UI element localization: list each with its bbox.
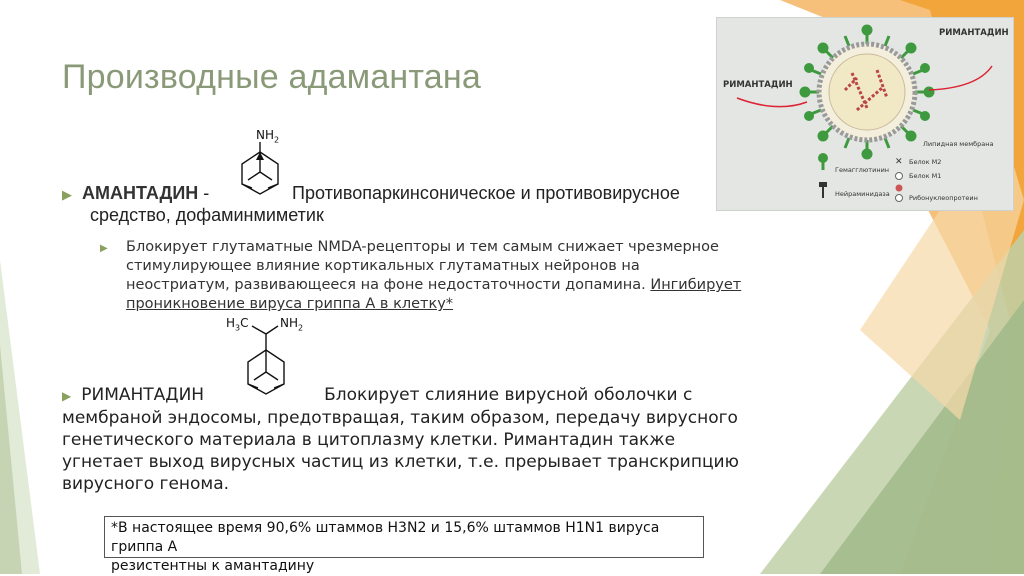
influenza-virus-figure [716, 17, 1014, 211]
note-line1: *В настоящее время 90,6% штаммов H3N2 и 15,6% штаммов H1N1 вируса гриппа А [111, 520, 660, 555]
amantadine-desc-line1: Противопаркинсоническое и противовирусное [292, 183, 680, 203]
amantadine-sub-bullet [102, 238, 742, 314]
amantadine-mechanism-text: Блокирует глутаматные NMDA-рецепторы и тем самым снижает чрезмерное стимулирующее влияние кортикальных глутаматных нейронов на неостриатум, развивающееся на фоне недостаточности допамина. [126, 239, 719, 293]
left-green-shape-light [0, 260, 40, 574]
rimantadine-name: РИМАНТАДИН [81, 385, 205, 405]
slide-title: Производные адамантана [62, 58, 481, 96]
rimantadine-h3c-label: $H_3C$ [226, 316, 249, 333]
rimantadine-bullet [62, 384, 772, 495]
rimantadine-line5: вирусного генома. [62, 474, 230, 494]
sub-bullet-arrow-icon: ▶ [100, 243, 108, 254]
note-line2: резистентны к амантадину [111, 558, 315, 574]
rimantadine-nh2-label: $NH_2$ [280, 316, 304, 333]
amantadine-dash: - [203, 183, 210, 203]
virus-label-right: РИМАНТАДИН [939, 28, 1009, 38]
legend-protein-m1: Белок М1 [909, 172, 942, 180]
amantadine-inhibits-text: Ингибирует проникновение вируса гриппа А в клетку* [126, 277, 742, 312]
bullet-arrow-icon: ▶ [62, 389, 72, 403]
bullet-arrow-icon: ▶ [62, 187, 72, 202]
amantadine-nh2-label: $NH_2$ [256, 128, 280, 145]
amantadine-bullet [62, 182, 722, 225]
resistance-note-box [104, 516, 704, 574]
amantadine-name: АМАНТАДИН [82, 183, 199, 203]
legend-neuraminidase: Нейраминидаза [835, 190, 890, 198]
legend-ribonucleoprotein: Рибонуклеопротеин [909, 194, 978, 202]
rimantadine-line3: генетического материала в цитоплазму клетки. Римантадин также [62, 430, 676, 450]
rimantadine-line2: мембраной эндосомы, предотвращая, таким образом, передачу вирусного [62, 408, 738, 428]
rimantadine-line1: Блокирует слияние вирусной оболочки с [324, 385, 693, 405]
legend-protein-m2: Белок М2 [909, 158, 942, 166]
lipid-membrane-label: Липидная мембрана [923, 140, 994, 148]
virus-label-left: РИМАНТАДИН [723, 80, 793, 90]
svg-text:✕: ✕ [895, 157, 903, 167]
legend-hemagglutinin: Гемагглютинин [835, 166, 890, 174]
rimantadine-line4: угнетает выход вирусных частиц из клетки, т.е. прерывает транскрипцию [62, 452, 739, 472]
amantadine-desc-line2: средство, дофаминмиметик [90, 205, 324, 225]
virus-diagram [717, 18, 1013, 210]
